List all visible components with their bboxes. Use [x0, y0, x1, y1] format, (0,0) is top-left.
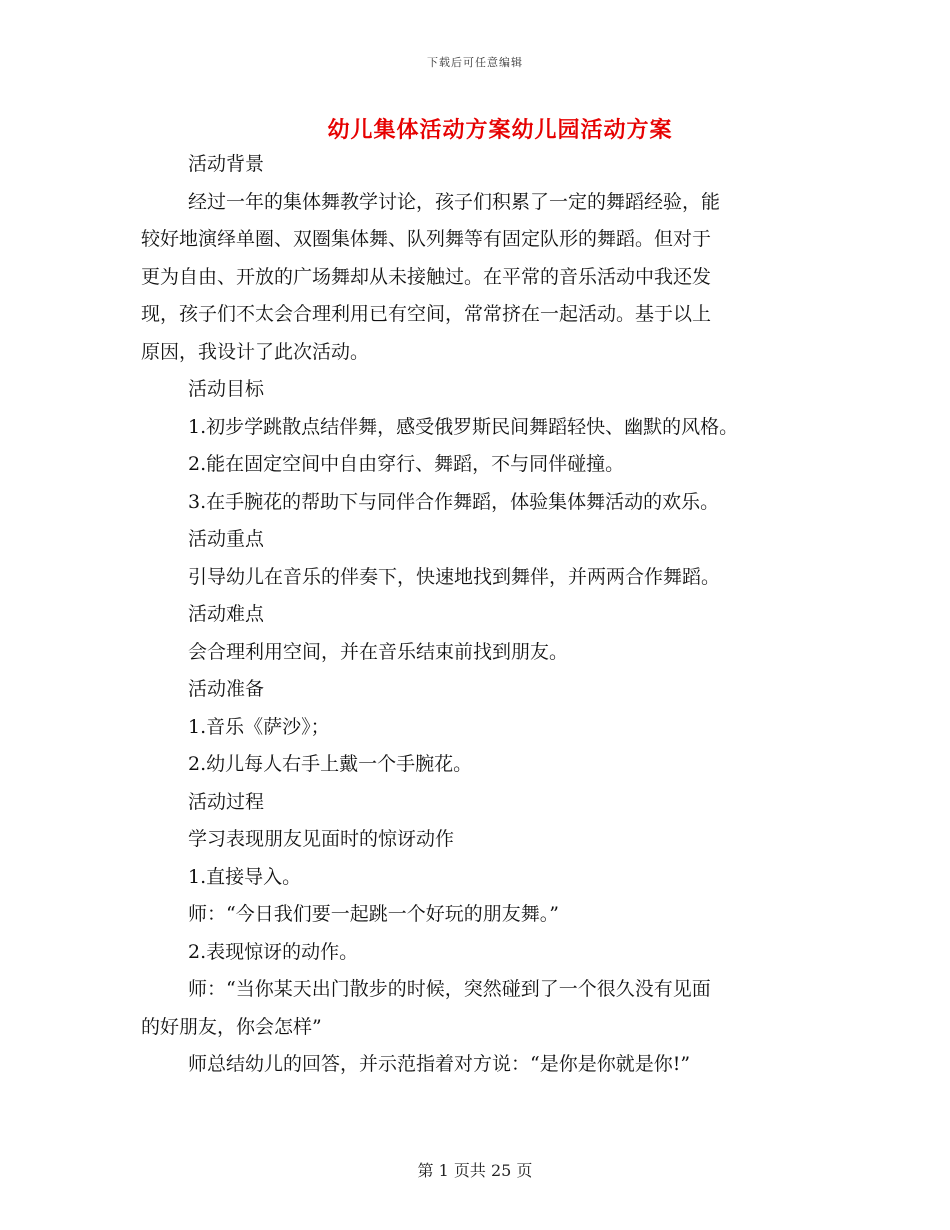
paragraph-line: 活动重点	[188, 528, 265, 550]
paragraph-line: 1.初步学跳散点结伴舞，感受俄罗斯民间舞蹈轻快、幽默的风格。	[188, 415, 739, 438]
paragraph-line: 1.直接导入。	[188, 865, 302, 888]
page-header-note: 下载后可任意编辑	[427, 56, 523, 69]
paragraph-line: 现，孩子们不太会合理利用已有空间，常常挤在一起活动。基于以上	[141, 303, 712, 325]
paragraph-line: 引导幼儿在音乐的伴奏下，快速地找到舞伴，并两两合作舞蹈。	[188, 565, 721, 588]
paragraph-line: 经过一年的集体舞教学讨论，孩子们积累了一定的舞蹈经验，能	[188, 190, 721, 213]
paragraph-line: 2.表现惊讶的动作。	[188, 940, 359, 963]
paragraph-line: 活动背景	[188, 153, 265, 175]
paragraph-line: 会合理利用空间，并在音乐结束前找到朋友。	[188, 640, 569, 663]
paragraph-line: 师：“当你某天出门散步的时候，突然碰到了一个很久没有见面	[188, 978, 711, 1000]
paragraph-line: 活动准备	[188, 678, 265, 700]
paragraph-line: 较好地演绎单圈、双圈集体舞、队列舞等有固定队形的舞蹈。但对于	[141, 228, 712, 250]
paragraph-line: 1.音乐《萨沙》；	[188, 715, 330, 738]
document-body	[141, 146, 813, 1084]
paragraph-line: 活动目标	[188, 378, 265, 400]
paragraph-line: 学习表现朋友见面时的惊讶动作	[188, 828, 455, 850]
paragraph-line: 原因，我设计了此次活动。	[141, 340, 370, 363]
paragraph-line: 2.幼儿每人右手上戴一个手腕花。	[188, 753, 473, 775]
page-number: 第 1 页共 25 页	[417, 1161, 533, 1180]
paragraph-line: 师总结幼儿的回答，并示范指着对方说：“是你是你就是你!”	[188, 1053, 691, 1075]
paragraph-line: 活动过程	[188, 790, 265, 813]
paragraph-line: 更为自由、开放的广场舞却从未接触过。在平常的音乐活动中我还发	[141, 265, 712, 288]
paragraph-line: 2.能在固定空间中自由穿行、舞蹈，不与同伴碰撞。	[188, 453, 625, 475]
document-title: 幼儿集体活动方案幼儿园活动方案	[327, 117, 673, 143]
paragraph-line: 活动难点	[188, 603, 265, 625]
paragraph-line: 师：“今日我们要一起跳一个好玩的朋友舞。”	[188, 903, 559, 925]
paragraph-line: 的好朋友，你会怎样”	[141, 1015, 322, 1038]
paragraph-line: 3.在手腕花的帮助下与同伴合作舞蹈，体验集体舞活动的欢乐。	[188, 490, 720, 513]
